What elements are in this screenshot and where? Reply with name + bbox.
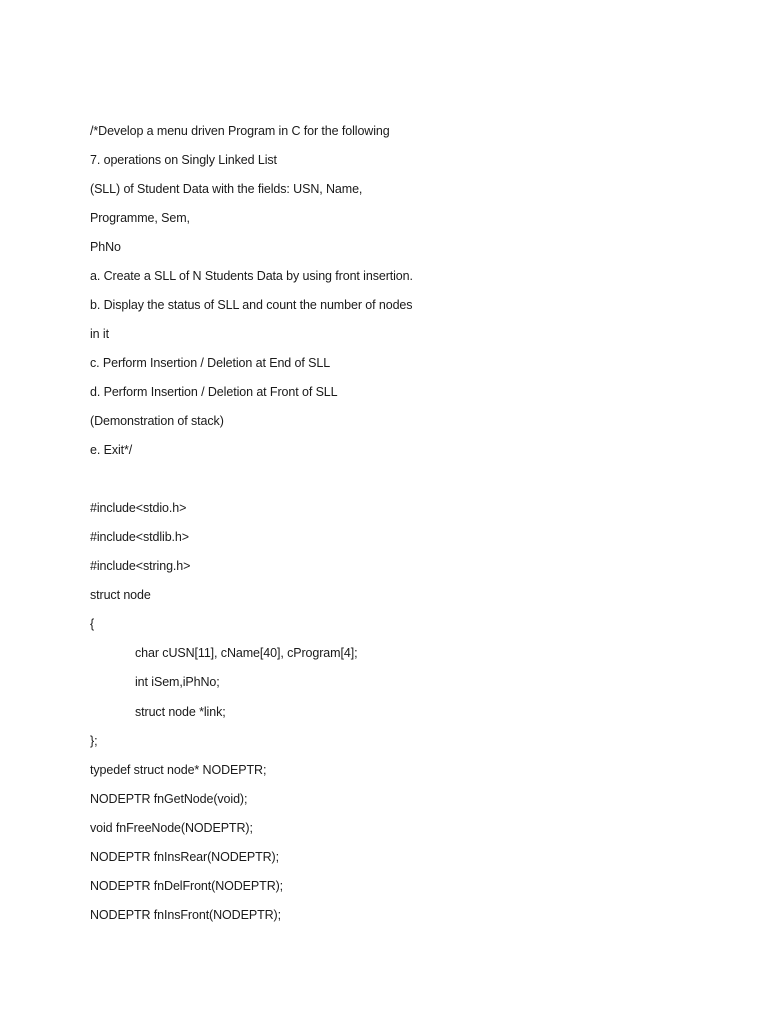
prototype-line: NODEPTR fnDelFront(NODEPTR); [90,879,284,893]
prototype-line: NODEPTR fnInsFront(NODEPTR); [90,908,281,922]
comment-line: b. Display the status of SLL and count the number of nodes [90,298,413,312]
prototype-line: NODEPTR fnInsRear(NODEPTR); [90,850,279,864]
comment-line: (SLL) of Student Data with the fields: USN, Name, [90,182,363,196]
comment-line: e. Exit*/ [90,443,133,457]
comment-line: c. Perform Insertion / Deletion at End of SLL [90,356,331,370]
struct-field-line: struct node *link; [135,705,226,719]
prototype-line: void fnFreeNode(NODEPTR); [90,821,253,835]
code-line: typedef struct node* NODEPTR; [90,763,267,777]
include-line: #include<string.h> [90,559,191,573]
comment-line: PhNo [90,240,121,254]
prototype-line: NODEPTR fnGetNode(void); [90,792,248,806]
code-line: }; [90,734,98,748]
struct-field-line: char cUSN[11], cName[40], cProgram[4]; [135,646,358,660]
comment-line: in it [90,327,109,341]
comment-line: (Demonstration of stack) [90,414,224,428]
code-line: struct node [90,588,151,602]
include-line: #include<stdlib.h> [90,530,189,544]
comment-line: a. Create a SLL of N Students Data by using front insertion. [90,269,413,283]
comment-line: 7. operations on Singly Linked List [90,153,277,167]
comment-line: d. Perform Insertion / Deletion at Front of SLL [90,385,338,399]
struct-field-line: int iSem,iPhNo; [135,675,220,689]
comment-line: /*Develop a menu driven Program in C for the following [90,124,390,138]
code-line: { [90,617,95,631]
comment-line: Programme, Sem, [90,211,190,225]
include-line: #include<stdio.h> [90,501,187,515]
